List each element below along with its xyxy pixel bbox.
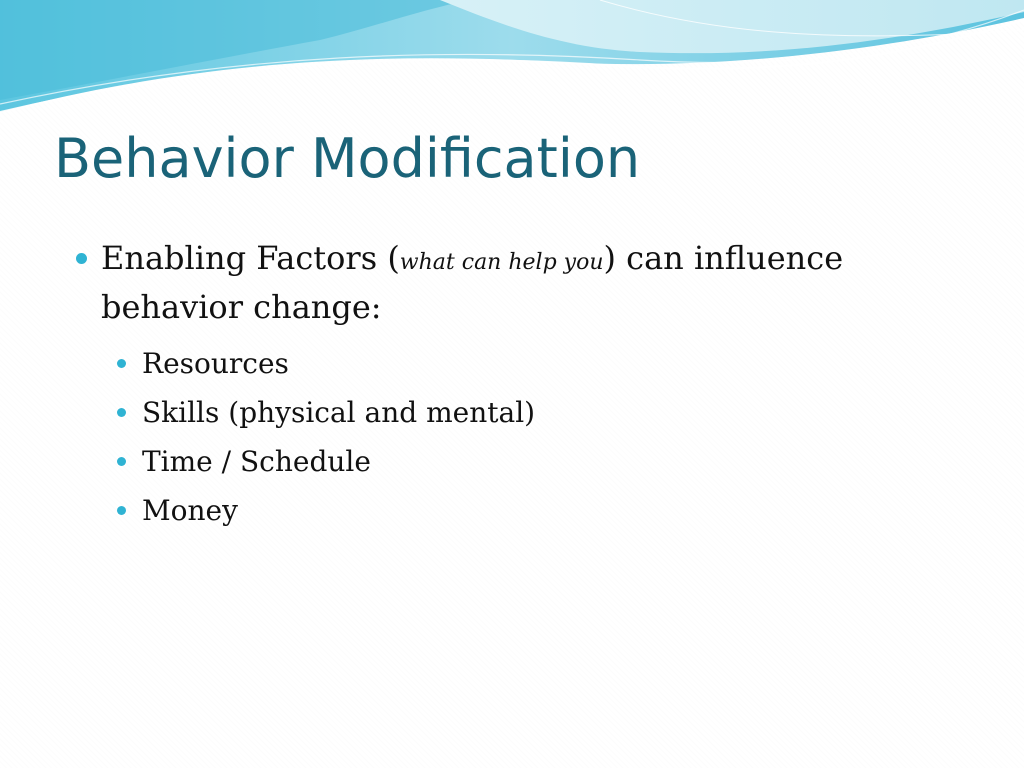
main-bullet xyxy=(76,236,896,329)
sub-bullet-item xyxy=(117,388,896,437)
header-wave-decoration xyxy=(0,0,1024,130)
sub-bullet-item xyxy=(117,486,896,535)
slide-title: Behavior Modification xyxy=(54,127,641,190)
bullet-dot-icon xyxy=(76,253,87,264)
main-bullet-text-before: Enabling Factors ( xyxy=(101,239,400,277)
sub-bullet-text: Resources xyxy=(142,347,289,380)
main-bullet-text-after: ) can influence behavior change: xyxy=(101,239,844,326)
bullet-dot-icon xyxy=(117,359,126,368)
sub-bullet-item xyxy=(117,339,896,388)
main-bullet-italic: what can help you xyxy=(399,250,604,275)
bullet-dot-icon xyxy=(117,408,126,417)
sub-bullet-text: Money xyxy=(142,494,238,527)
sub-bullet-text: Skills (physical and mental) xyxy=(142,396,536,429)
slide-body xyxy=(76,236,896,535)
sub-bullet-list xyxy=(117,339,896,535)
bullet-dot-icon xyxy=(117,506,126,515)
sub-bullet-text: Time / Schedule xyxy=(142,445,371,478)
sub-bullet-item xyxy=(117,437,896,486)
bullet-dot-icon xyxy=(117,457,126,466)
